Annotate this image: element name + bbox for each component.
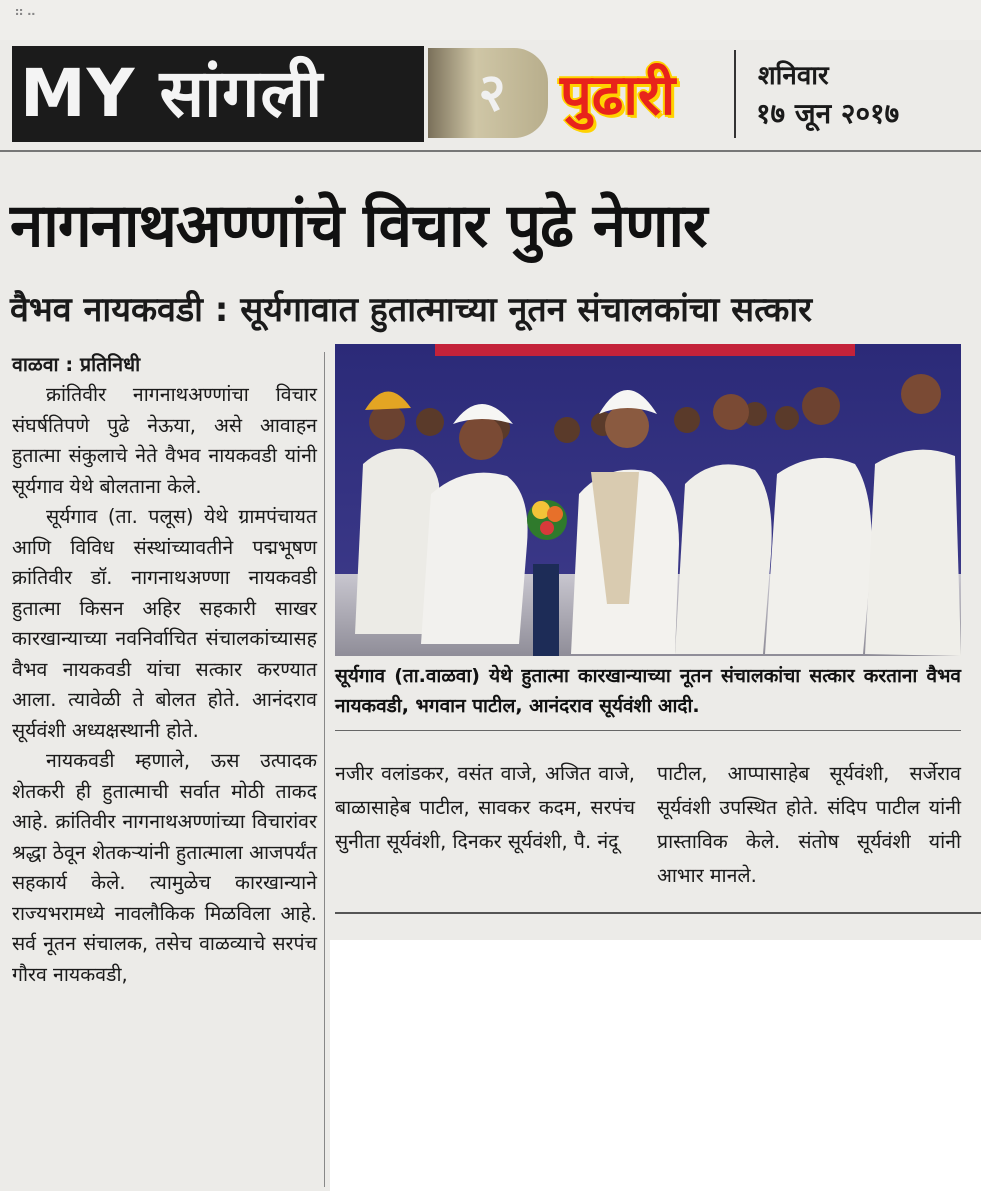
byline: वाळवा : प्रतिनिधी [12,353,141,376]
continuation-text-right: पाटील, आप्पासाहेब सूर्यवंशी, सर्जेराव सूर्यवंशी उपस्थित होते. संदिप पाटील यांनी प्रास्ताविक केले. संतोष सूर्यवंशी यांनी आभार मानले. [657,762,961,887]
article-paragraph-3: नायकवडी म्हणाले, ऊस उत्पादक शेतकरी ही हुतात्माची सर्वात मोठी ताकद आहे. क्रांतिवीर नागनाथअण्णांच्या विचारांवर श्रद्धा ठेवून शेतकऱ्यांनी हुतात्माला आजपर्यंत सहकार्य केले. त्यामुळेच कारखान्याने राज्यभरामध्ये नावलौकिक मिळविला आहे. सर्व नूतन संचालक, तसेच वाळव्याचे सरपंच गौरव नायकवडी, [12,749,317,986]
photo-illustration [335,344,961,656]
article-headline: नागनाथअण्णांचे विचार पुढे नेणार [10,191,707,261]
article-paragraph-1: क्रांतिवीर नागनाथअण्णांचा विचार संघर्षतिपणे पुढे नेऊया, असे आवाहन हुतात्मा संकुलाचे नेते वैभव नायकवडी यांनी सूर्यगाव येथे बोलताना केले. [12,383,317,498]
issue-date: १७ जून २०१७ [756,97,900,130]
article-end-rule [335,912,981,914]
page-number: २ [478,63,506,123]
felicitation-photo [335,344,961,656]
article-right-column [657,757,961,893]
column-divider [324,352,325,1187]
article-paragraph-2: सूर्यगाव (ता. पलूस) येथे ग्रामपंचायत आणि विविध संस्थांच्यावतीने पद्मभूषण क्रांतिवीर डॉ. नागनाथअण्णा नायकवडी हुतात्मा किसन अहिर सहकारी साखर कारखान्याच्या नवनिर्वाचित संचालकांच्यासह वैभव नायकवडी यांचा सत्कार करण्यात आला. त्यावेळी ते बोलत होते. आनंदराव सूर्यवंशी अध्यक्षस्थानी होते. [12,505,317,742]
masthead-divider [734,50,736,138]
photo-caption: सूर्यगाव (ता.वाळवा) येथे हुतात्मा कारखान्याच्या नूतन संचालकांचा सत्कार करताना वैभव नायकवडी, भगवान पाटील, आनंदराव सूर्यवंशी आदी. [335,665,961,717]
print-marks: ⠶⠤ [14,4,39,20]
article-subheadline: वैभव नायकवडी : सूर्यगावात हुतात्माच्या नूतन संचालकांचा सत्कार [10,290,813,330]
article-middle-column [335,757,635,859]
issue-day: शनिवार [758,61,829,91]
paper-top-margin [0,0,981,40]
section-title: MY सांगली [20,55,324,132]
article-left-column [12,350,317,990]
masthead-rule [0,150,981,152]
pudhari-logo: पुढारी [560,63,676,128]
caption-rule [335,730,961,731]
continuation-text-middle: नजीर वलांडकर, वसंत वाजे, अजित वाजे, बाळासाहेब पाटील, सावकर कदम, सरपंच सुनीता सूर्यवंशी, दिनकर सूर्यवंशी, पै. नंदू [335,762,635,853]
